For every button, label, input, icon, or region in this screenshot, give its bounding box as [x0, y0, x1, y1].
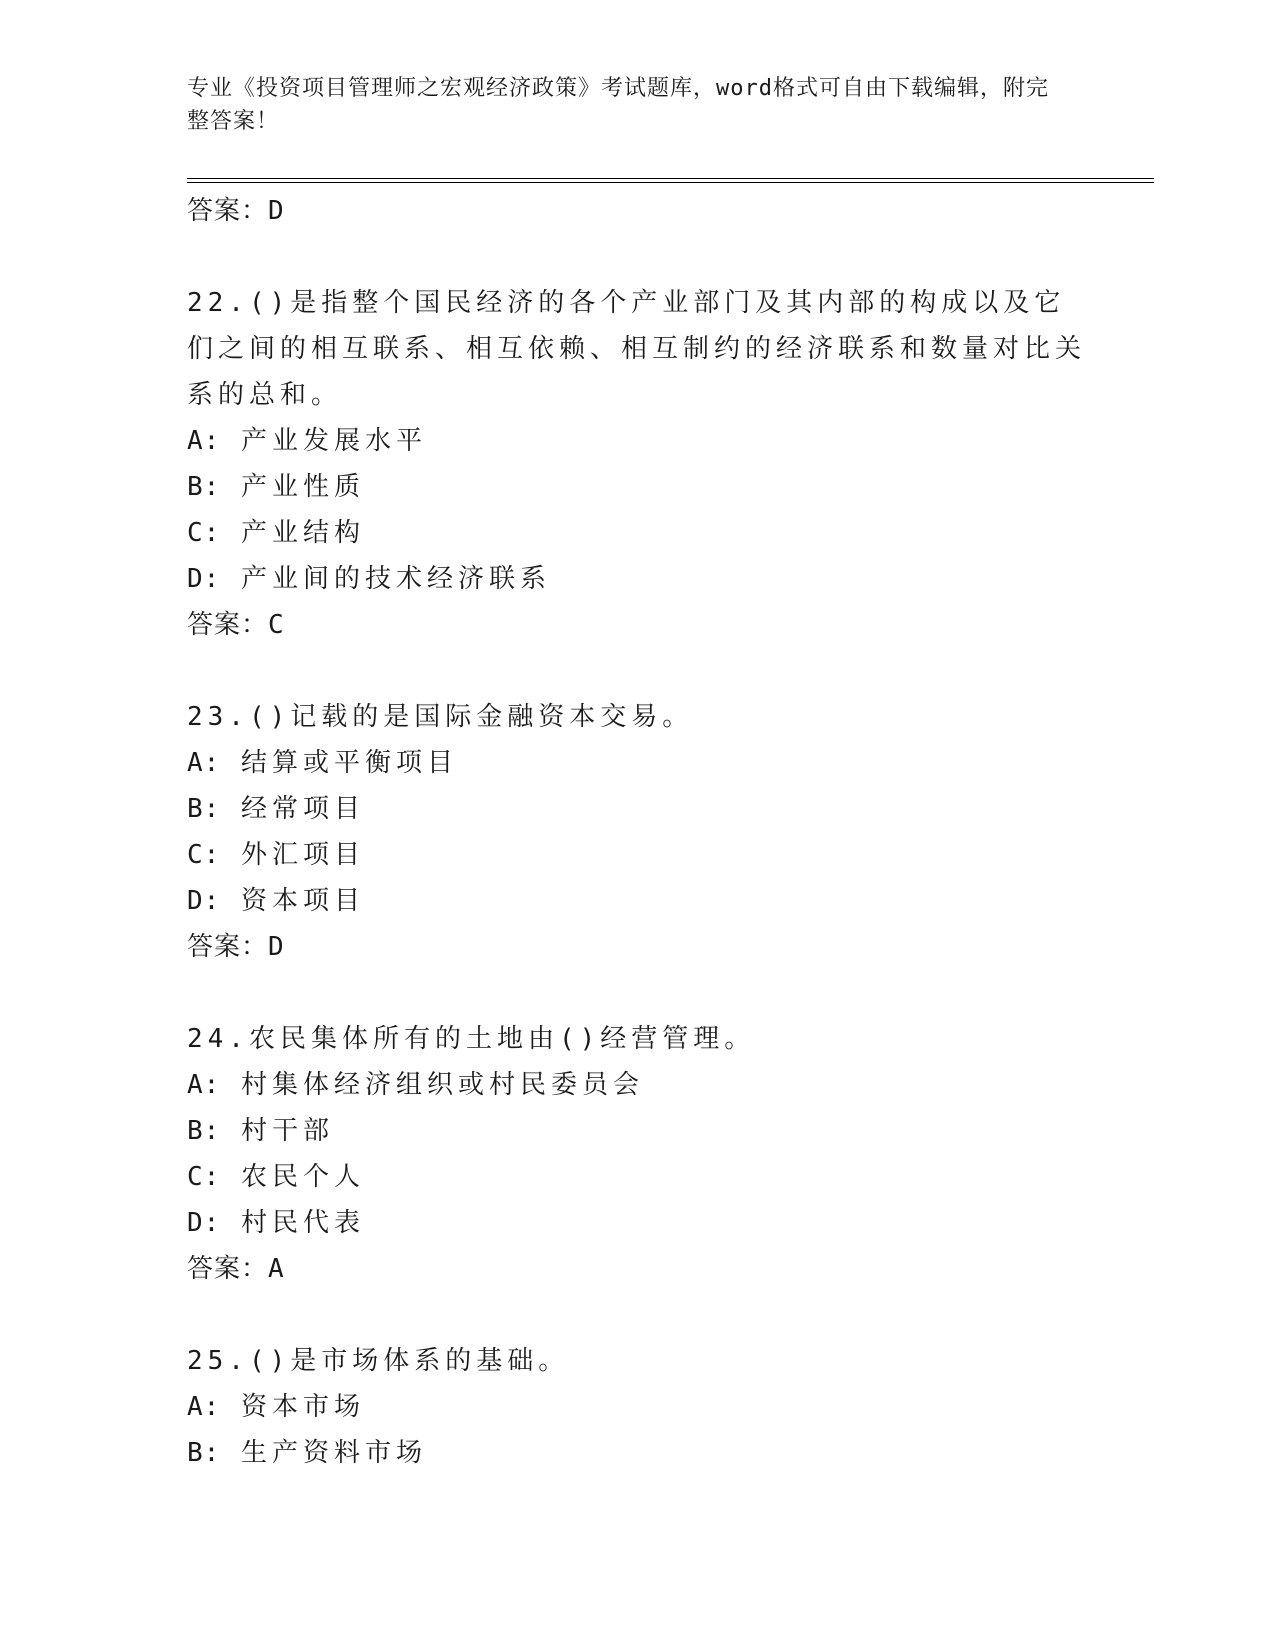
answer-label: 答案： [187, 196, 269, 226]
option-key: A: [187, 1392, 221, 1422]
option-text: 产业间的技术经济联系 [240, 564, 551, 594]
option-key: B: [187, 794, 221, 824]
answer-value: C [268, 610, 285, 640]
answer-label: 答案： [187, 932, 269, 962]
option-text: 产业发展水平 [240, 426, 427, 456]
option-text: 村集体经济组织或村民委员会 [240, 1070, 644, 1100]
option-key: D: [187, 564, 221, 594]
answer-label: 答案： [187, 1254, 269, 1284]
option-text: 产业结构 [240, 518, 365, 548]
option-key: C: [187, 518, 221, 548]
option-text: 农民个人 [240, 1162, 365, 1192]
answer-value: D [268, 196, 285, 226]
option-key: C: [187, 840, 221, 870]
option-key: A: [187, 426, 221, 456]
option-text: 外汇项目 [240, 840, 365, 870]
option-key: A: [187, 1070, 221, 1100]
question-25 [187, 1338, 1087, 1476]
answer-value: D [268, 932, 285, 962]
page-header: 专业《投资项目管理师之宏观经济政策》考试题库，word格式可自由下载编辑，附完整答案！ [187, 76, 1049, 134]
option-c [187, 510, 1087, 556]
option-text: 产业性质 [240, 472, 365, 502]
option-text: 村民代表 [240, 1208, 365, 1238]
option-text: 资本市场 [240, 1392, 365, 1422]
option-d [187, 878, 1087, 924]
option-key: D: [187, 1208, 221, 1238]
option-d [187, 1200, 1087, 1246]
option-b [187, 464, 1087, 510]
option-key: D: [187, 886, 221, 916]
option-b [187, 1108, 1087, 1154]
option-a [187, 740, 1087, 786]
option-text: 生产资料市场 [240, 1438, 427, 1468]
answer-value: A [268, 1254, 285, 1284]
option-key: B: [187, 1438, 221, 1468]
question-22 [187, 280, 1087, 648]
question-23 [187, 694, 1087, 970]
option-b [187, 1430, 1087, 1476]
option-key: C: [187, 1162, 221, 1192]
option-text: 结算或平衡项目 [240, 748, 458, 778]
answer-label: 答案： [187, 610, 269, 640]
option-d [187, 556, 1087, 602]
option-text: 经常项目 [240, 794, 365, 824]
option-c [187, 832, 1087, 878]
option-key: A: [187, 748, 221, 778]
answer-line [187, 188, 1087, 234]
answer-line [187, 924, 1087, 970]
option-c [187, 1154, 1087, 1200]
option-text: 资本项目 [240, 886, 365, 916]
option-a [187, 1384, 1087, 1430]
option-a [187, 1062, 1087, 1108]
header-divider [187, 178, 1154, 183]
option-b [187, 786, 1087, 832]
option-a [187, 418, 1087, 464]
answer-line [187, 602, 1087, 648]
option-key: B: [187, 1116, 221, 1146]
question-text: 23.()记载的是国际金融资本交易。 [187, 702, 694, 732]
option-text: 村干部 [240, 1116, 334, 1146]
option-key: B: [187, 472, 221, 502]
question-text: 24.农民集体所有的土地由()经营管理。 [187, 1024, 756, 1054]
answer-line [187, 1246, 1087, 1292]
question-24 [187, 1016, 1087, 1292]
question-text: 22.()是指整个国民经济的各个产业部门及其内部的构成以及它们之间的相互联系、相互依赖、相互制约的经济联系和数量对比关系的总和。 [187, 288, 1087, 410]
question-list [187, 188, 1087, 1476]
question-text: 25.()是市场体系的基础。 [187, 1346, 570, 1376]
